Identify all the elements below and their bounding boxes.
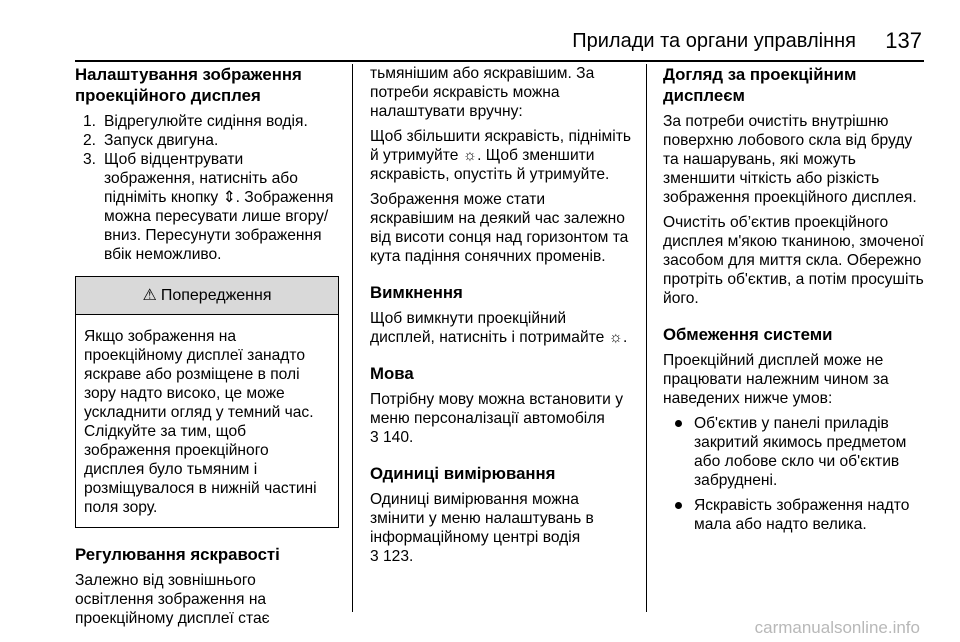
brightness-text-cont: тьмянішим або яскравішим. За потреби яскравість можна налаштувати вручну: bbox=[370, 65, 595, 120]
setup-steps-list bbox=[75, 112, 337, 264]
language-text bbox=[370, 390, 632, 447]
brightness-increase-text bbox=[370, 127, 632, 184]
page-title: Прилади та органи управління bbox=[572, 30, 856, 52]
step-text-after: . Зображення можна пересувати лише вгору/вниз. Пересунути зображення вбік неможливо. bbox=[104, 189, 334, 263]
column-3 bbox=[663, 64, 925, 540]
step-text: Запуск двигуна. bbox=[104, 132, 219, 149]
column-2 bbox=[370, 64, 632, 572]
page-header bbox=[75, 20, 924, 62]
care-text-1: За потреби очистіть внутрішню поверхню лобового скла від бруду та нашарувань, які можуть зменшити чіткість або різкість зображення проекційного дисплея. bbox=[663, 113, 917, 206]
warning-box bbox=[75, 276, 339, 528]
text-span: Щоб вимкнути проекційний дисплей, натисніть і потримайте bbox=[370, 310, 605, 346]
care-text-2: Очистіть об’єктив проекційного дисплея м'якою тканиною, змоченої засобом для миття скла. Обережно протріть об'єктив, а потім просушіть його. bbox=[663, 214, 924, 307]
brightness-icon: ☼ bbox=[608, 329, 623, 346]
warning-triangle-icon: ⚠ bbox=[142, 287, 157, 304]
section-heading-display-setup: Налаштування зображення проекційного дисплея bbox=[75, 65, 302, 105]
step-number: 3. bbox=[83, 151, 97, 168]
step-item bbox=[75, 112, 337, 131]
page-number: 137 bbox=[885, 28, 922, 53]
column-1 bbox=[75, 64, 337, 634]
off-text bbox=[370, 309, 632, 347]
list-item bbox=[663, 496, 925, 534]
bullet-icon bbox=[675, 420, 682, 427]
column-divider-2 bbox=[646, 64, 647, 612]
warning-body: Якщо зображення на проекційному дисплеї занадто яскраве або розміщене в полі зору надто високо, це може ускладнити огляд у темний час. Слідкуйте за тим, щоб зображення проекційного дисплея було тьмяним і розміщувалося в нижній частині поля зору. bbox=[84, 328, 317, 516]
warning-title: Попередження bbox=[160, 287, 272, 304]
section-heading-brightness: Регулювання яскравості bbox=[75, 545, 280, 564]
brightness-note: Зображення може стати яскравішим на деякий час залежно від висоти сонця над горизонтом та кута падіння сонячних променів. bbox=[370, 191, 629, 265]
brightness-text: Залежно від зовнішнього освітлення зображення на проекційному дисплеї стає bbox=[75, 572, 270, 627]
section-heading-care: Догляд за проекційним дисплеєм bbox=[663, 65, 857, 105]
section-heading-language: Мова bbox=[370, 364, 414, 383]
step-number: 1. bbox=[83, 113, 97, 130]
section-heading-limits: Обмеження системи bbox=[663, 325, 833, 344]
section-heading-off: Вимкнення bbox=[370, 283, 463, 302]
list-item-text: Яскравість зображення надто мала або надто велика. bbox=[694, 497, 910, 533]
watermark: carmanualsonline.info bbox=[754, 618, 920, 637]
page-reference: 3 123. bbox=[370, 548, 414, 565]
list-item-text: Об'єктив у панелі приладів закритий якимось предметом або лобове скло чи об'єктив забруднені. bbox=[694, 415, 907, 489]
section-heading-units: Одиниці вимірювання bbox=[370, 464, 556, 483]
step-item bbox=[75, 150, 337, 264]
page-reference: 3 140. bbox=[370, 429, 414, 446]
bullet-icon bbox=[675, 502, 682, 509]
step-text-before: Щоб відцентрувати зображення, натисніть або підніміть кнопку bbox=[104, 151, 298, 206]
text-span: Щоб збільшити яскравість, підніміть й утримуйте bbox=[370, 128, 631, 164]
limits-text: Проекційний дисплей може не працювати належним чином за наведених нижче умов: bbox=[663, 352, 889, 407]
updown-button-icon: ⇕ bbox=[222, 189, 236, 206]
step-number: 2. bbox=[83, 132, 97, 149]
brightness-icon: ☼ bbox=[462, 147, 478, 164]
column-divider-1 bbox=[352, 64, 353, 612]
warning-header bbox=[76, 277, 338, 315]
step-text: Відрегулюйте сидіння водія. bbox=[104, 113, 308, 130]
text-span: . Щоб зменшити яскравість, опустіть й утримуйте. bbox=[370, 147, 610, 183]
list-item bbox=[663, 414, 925, 490]
limits-list bbox=[663, 414, 925, 534]
text-span: . bbox=[622, 329, 628, 346]
step-item bbox=[75, 131, 337, 150]
text-span: Одиниці вимірювання можна змінити у меню налаштувань в інформаційному центрі водія bbox=[370, 491, 594, 546]
units-text bbox=[370, 490, 632, 566]
text-span: Потрібну мову можна встановити у меню персоналізації автомобіля bbox=[370, 391, 624, 427]
